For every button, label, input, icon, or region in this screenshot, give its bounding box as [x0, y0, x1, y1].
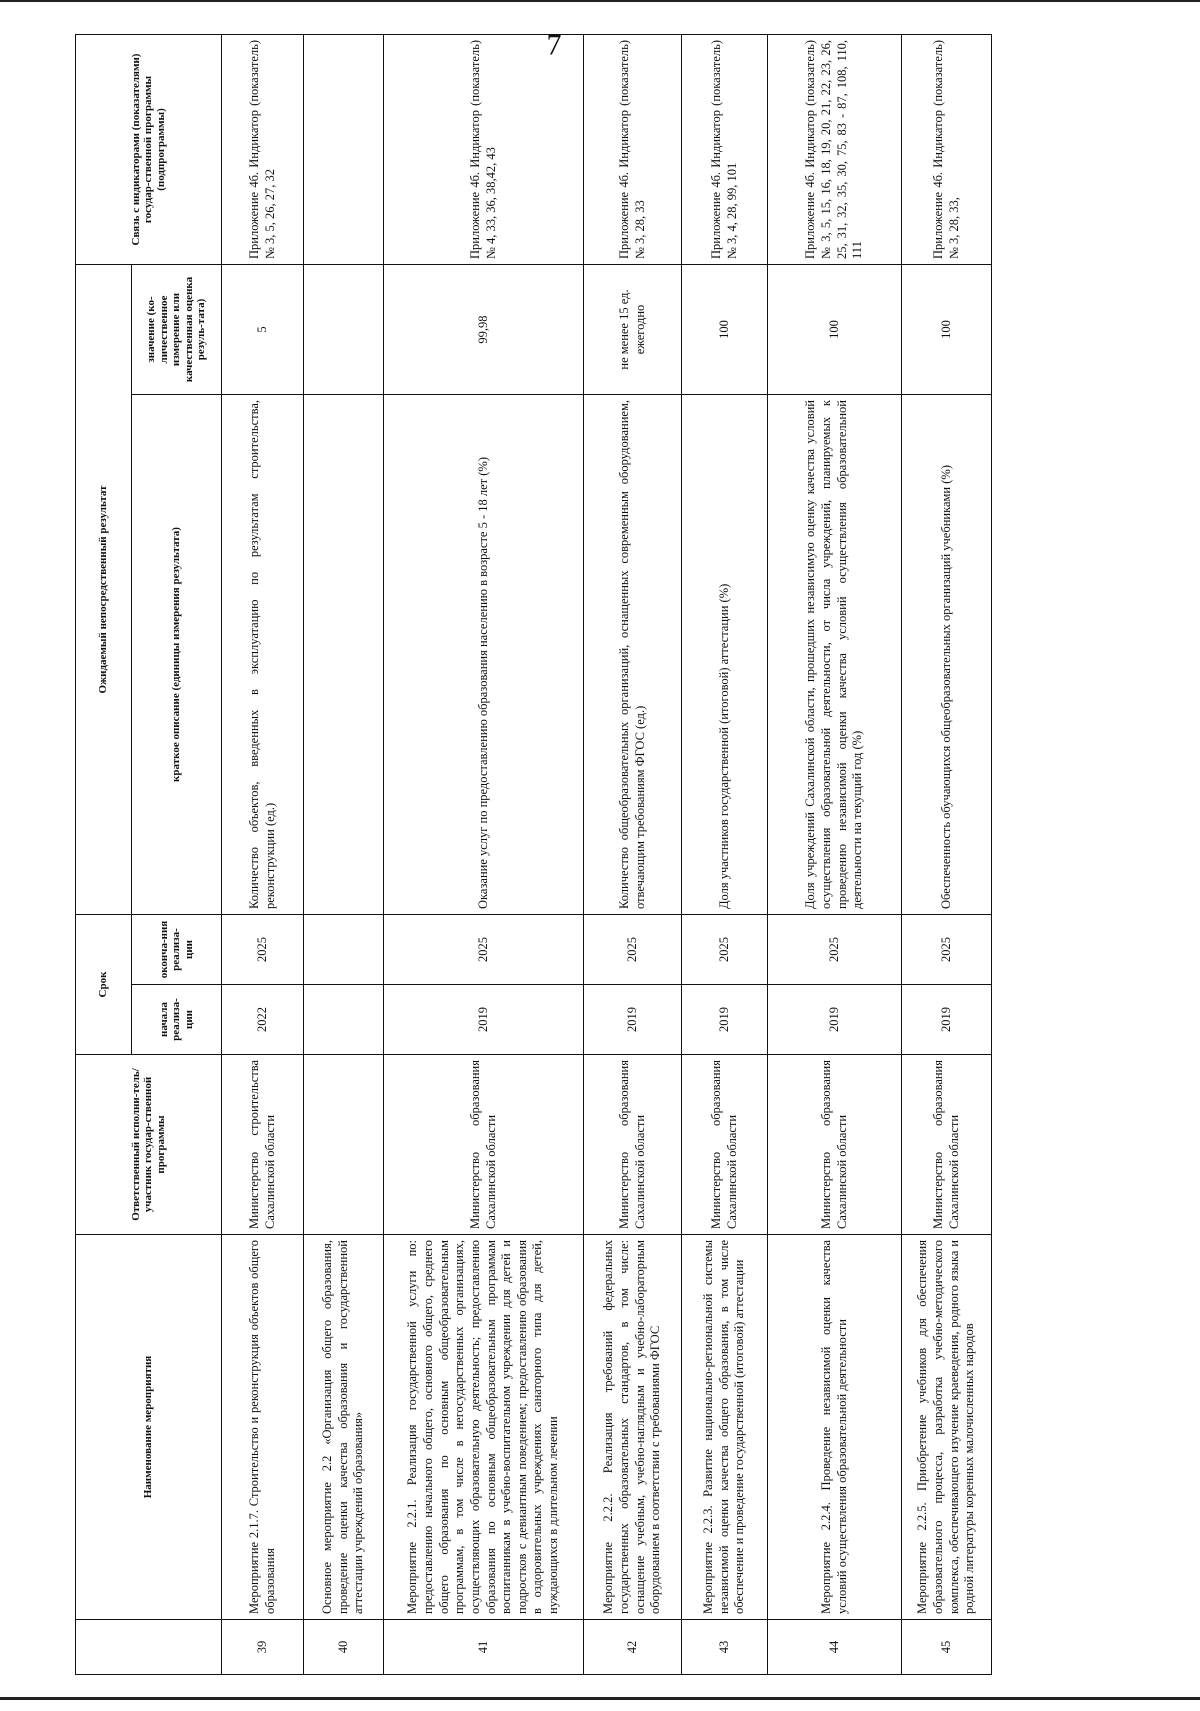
rotated-page: [75, 28, 1125, 1675]
measure-name: Мероприятие 2.2.1. Реализация государственной услуги по: предоставлению начального общего, основного общего, среднего общего образования по основным общеобразовательным программам, в том числе в негосударственных организациях, осуществляющих образовательную деятельность; предоставлению образования по основным общеобразовательным программам воспитанникам в учебно-воспитательном учреждении для детей и подростков с девиантным поведением; предоставлению образования в оздоровительных учреждениях санаторного типа для детей, нуждающихся в длительном лечении: [384, 1235, 584, 1620]
table-row: [768, 35, 902, 1675]
start-year: 2019: [584, 985, 682, 1055]
result-value: 99,98: [384, 265, 584, 395]
header-executor: Ответственный исполни-тель/участник государ-ственной программы: [76, 1055, 222, 1235]
result-description: Количество общеобразовательных организаций, оснащенных современным оборудованием, отвечающим требованиям ФГОС (ед.): [584, 395, 682, 915]
start-year: 2019: [902, 985, 992, 1055]
result-description: Доля учреждений Сахалинской области, прошедших независимую оценку качества условий осуществления образовательной деятельности, от числа учреждений, планируемых к проведению независимой оценки качества условий осуществления образовательной деятельности на текущий год (%): [768, 395, 902, 915]
measure-name: Мероприятие 2.2.4. Проведение независимой оценки качества условий осуществления образовательной деятельности: [768, 1235, 902, 1620]
header-result: Ожидаемый непосредственный результат: [76, 265, 132, 915]
executor: Министерство образования Сахалинской области: [384, 1055, 584, 1235]
measure-name: Мероприятие 2.2.5. Приобретение учебников для обеспечения образовательного процесса, разработка учебно-методического комплекса, обеспечивающего изучение краеведения, родного языка и родной литературы коренных малочисленных народов: [902, 1235, 992, 1620]
row-number: 43: [682, 1620, 768, 1675]
header-num: [76, 1620, 222, 1675]
indicator-link: [304, 35, 384, 265]
header-end: оконча-ния реализа-ции: [132, 915, 222, 985]
result-value: 5: [222, 265, 304, 395]
table-row: [902, 35, 992, 1675]
header-start: начала реализа-ции: [132, 985, 222, 1055]
executor: Министерство образования Сахалинской области: [902, 1055, 992, 1235]
start-year: 2019: [768, 985, 902, 1055]
result-description: Количество объектов, введенных в эксплуатацию по результатам строительства, реконструкции (ед.): [222, 395, 304, 915]
start-year: 2019: [384, 985, 584, 1055]
executor: Министерство образования Сахалинской области: [584, 1055, 682, 1235]
executor: Министерство образования Сахалинской области: [768, 1055, 902, 1235]
measures-table: [75, 34, 992, 1675]
table-row: [222, 35, 304, 1675]
measure-name: Мероприятие 2.2.3. Развитие национально-региональной системы независимой оценки качества общего образования, в том числе обеспечение и проведение государственной (итоговой) аттестации: [682, 1235, 768, 1620]
scan-edge-top: [0, 0, 1200, 2]
indicator-link: Приложение 4б. Индикатор (показатель) № 3, 28, 33,: [902, 35, 992, 265]
executor: Министерство образования Сахалинской области: [682, 1055, 768, 1235]
row-number: 45: [902, 1620, 992, 1675]
indicator-link: Приложение 4б. Индикатор (показатель) № 3, 4, 28, 99, 101: [682, 35, 768, 265]
measure-name: Мероприятие 2.2.2. Реализация требований федеральных государственных образовательных стандартов, в том числе: оснащение учебным, учебно-наглядным и учебно-лабораторным оборудованием в соответствии с требованиями ФГОС: [584, 1235, 682, 1620]
measure-name: Мероприятие 2.1.7. Строительство и реконструкция объектов общего образования: [222, 1235, 304, 1620]
result-value: 100: [902, 265, 992, 395]
row-number: 40: [304, 1620, 384, 1675]
row-number: 42: [584, 1620, 682, 1675]
indicator-link: Приложение 4б. Индикатор (показатель) № 3, 5, 15, 16, 18, 19, 20, 21, 22, 23, 26, 25, 31, 32, 35, 30, 75, 83 - 87, 108, 110, 111: [768, 35, 902, 265]
result-description: Обеспеченность обучающихся общеобразовательных организаций учебниками (%): [902, 395, 992, 915]
result-value: 100: [682, 265, 768, 395]
start-year: 2019: [682, 985, 768, 1055]
end-year: 2025: [584, 915, 682, 985]
row-number: 39: [222, 1620, 304, 1675]
executor: Министерство строительства Сахалинской области: [222, 1055, 304, 1235]
result-description: Оказание услуг по предоставлению образования населению в возрасте 5 - 18 лет (%): [384, 395, 584, 915]
end-year: 2025: [682, 915, 768, 985]
row-number: 44: [768, 1620, 902, 1675]
table-row: [682, 35, 768, 1675]
header-value: значение (ко-личественное измерение или качественная оценка резуль-тата): [132, 265, 222, 395]
header-name: Наименование мероприятия: [76, 1235, 222, 1620]
table-row: [304, 35, 384, 1675]
executor: [304, 1055, 384, 1235]
end-year: [304, 915, 384, 985]
start-year: [304, 985, 384, 1055]
header-desc: краткое описание (единицы измерения результата): [132, 395, 222, 915]
scan-edge-bottom: [0, 1697, 1200, 1700]
row-number: 41: [384, 1620, 584, 1675]
result-value: не менее 15 ед. ежегодно: [584, 265, 682, 395]
result-description: [304, 395, 384, 915]
result-value: [304, 265, 384, 395]
result-description: Доля участников государственной (итоговой) аттестации (%): [682, 395, 768, 915]
measure-name: Основное мероприятие 2.2 «Организация общего образования, проведение оценки качества образования и государственной аттестации учреждений образования»: [304, 1235, 384, 1620]
start-year: 2022: [222, 985, 304, 1055]
end-year: 2025: [902, 915, 992, 985]
end-year: 2025: [768, 915, 902, 985]
header-term: Срок: [76, 915, 132, 1055]
table-row: [384, 35, 584, 1675]
end-year: 2025: [384, 915, 584, 985]
table-row: [584, 35, 682, 1675]
indicator-link: Приложение 4б. Индикатор (показатель) № 3, 5, 26, 27, 32: [222, 35, 304, 265]
header-link: Связь с индикаторами (показателями) государ-ственной программы (подпрограммы): [76, 35, 222, 265]
indicator-link: Приложение 4б. Индикатор (показатель) № 3, 28, 33: [584, 35, 682, 265]
page-number: 7: [546, 28, 562, 62]
result-value: 100: [768, 265, 902, 395]
end-year: 2025: [222, 915, 304, 985]
indicator-link: Приложение 4б. Индикатор (показатель) № 4, 33, 36, 38,42, 43: [384, 35, 584, 265]
